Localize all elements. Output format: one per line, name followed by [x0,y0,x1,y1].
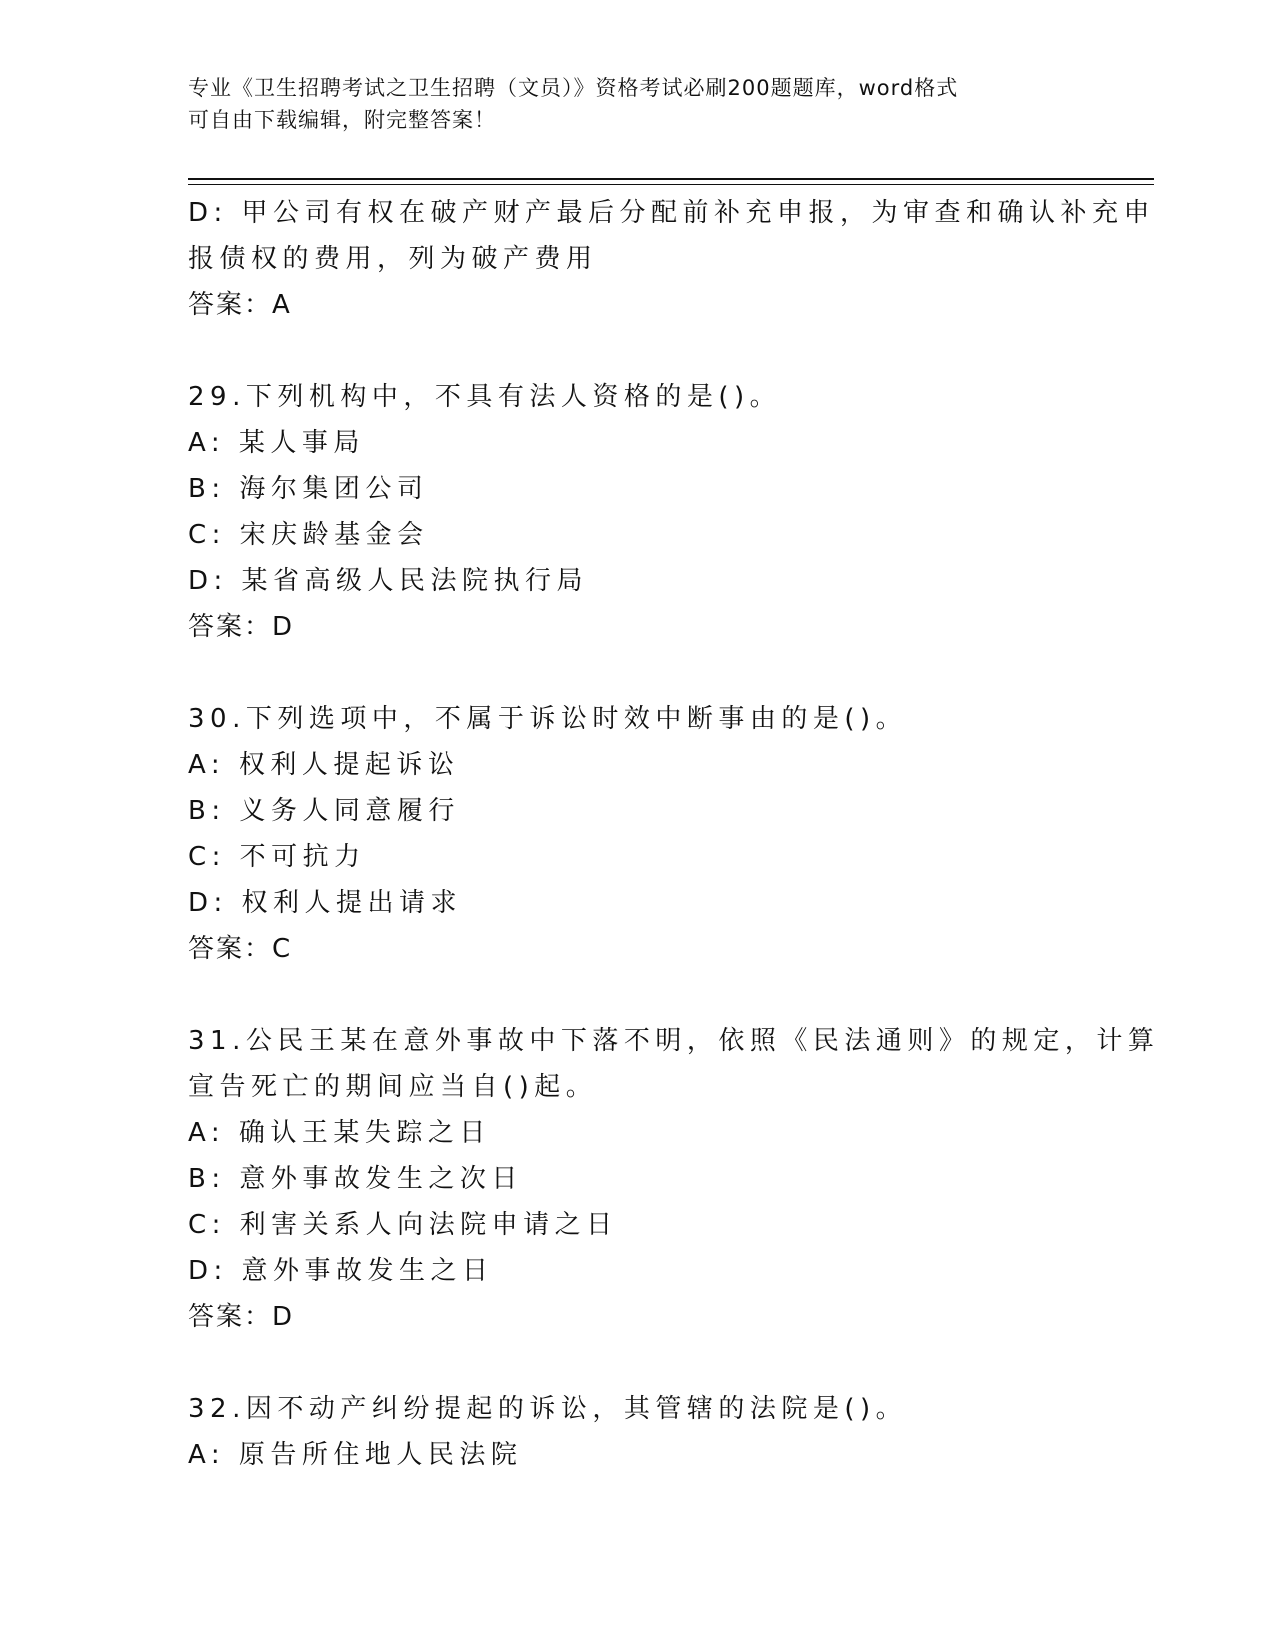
header-divider-thin [188,184,1154,185]
question-block [188,374,1088,650]
option-a: A: 某人事局 [188,428,365,458]
option-b: B: 意外事故发生之次日 [188,1164,523,1194]
answer-line: 答案：A [188,290,292,320]
answer-line: 答案：C [188,934,293,964]
question-block [188,1386,1088,1478]
question-stem-continued: 宣告死亡的期间应当自()起。 [188,1072,598,1102]
option-c: C: 不可抗力 [188,842,366,872]
option-a: A: 权利人提起诉讼 [188,750,460,780]
option-line: 报债权的费用，列为破产费用 [188,244,598,274]
option-d: D: 意外事故发生之日 [188,1256,494,1286]
question-stem: 30.下列选项中，不属于诉讼时效中断事由的是()。 [188,704,908,734]
question-block [188,190,1156,328]
option-d: D: 某省高级人民法院执行局 [188,566,589,596]
header-divider-thick [188,178,1154,180]
option-d: D: 权利人提出请求 [188,888,463,918]
answer-line: 答案：D [188,1302,295,1332]
document-header [188,72,1068,136]
header-line-1: 专业《卫生招聘考试之卫生招聘（文员）》资格考试必刷200题题库，word格式 [188,76,959,100]
question-stem: 31.公民王某在意外事故中下落不明，依照《民法通则》的规定，计算 [188,1026,1160,1056]
header-line-2: 可自由下载编辑，附完整答案！ [188,108,496,132]
question-block [188,1018,1160,1340]
option-c: C: 宋庆龄基金会 [188,520,429,550]
question-stem: 29.下列机构中，不具有法人资格的是()。 [188,382,782,412]
option-b: B: 义务人同意履行 [188,796,460,826]
option-c: C: 利害关系人向法院申请之日 [188,1210,618,1240]
answer-line: 答案：D [188,612,295,642]
option-a: A: 原告所住地人民法院 [188,1440,523,1470]
question-block [188,696,1088,972]
document-body [188,190,1160,1524]
option-b: B: 海尔集团公司 [188,474,429,504]
question-stem: 32.因不动产纠纷提起的诉讼，其管辖的法院是()。 [188,1394,908,1424]
option-a: A: 确认王某失踪之日 [188,1118,491,1148]
option-line: D: 甲公司有权在破产财产最后分配前补充申报，为审查和确认补充申 [188,198,1156,228]
